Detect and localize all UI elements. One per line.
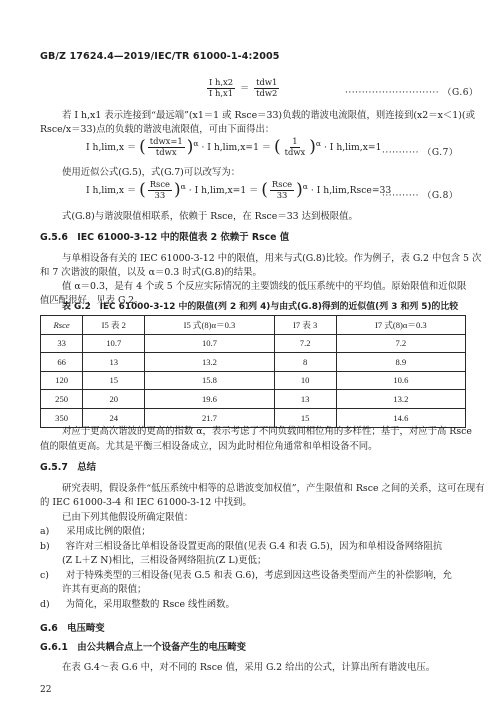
section-heading-g56: G.5.6 IEC 61000-3-12 中的限值表 2 依赖于 Rsce 值 — [40, 232, 290, 243]
list-item-text: 采用成比例的限值； — [66, 526, 151, 537]
table-cell: 13.2 — [336, 390, 465, 409]
list-item-label: a) — [40, 526, 50, 537]
standard-header: GB/Z 17624.4—2019/IEC/TR 61000-1-4:2005 — [40, 51, 280, 62]
table-cell: 15 — [274, 408, 336, 427]
table-cell: 13 — [274, 390, 336, 409]
list-item — [40, 598, 235, 612]
para-6-line-3: 已由下列其他假设所确定限值： — [62, 512, 194, 523]
table-cell: 33 — [41, 334, 83, 353]
eq8-number: ··········· （G.8） — [382, 191, 459, 201]
table-header-cell: Rsce — [41, 316, 83, 335]
table-cell: 19.6 — [145, 390, 274, 409]
eq6-number: ···························· （G.6） — [345, 88, 479, 98]
table-cell: 7.2 — [274, 334, 336, 353]
table-cell: 120 — [41, 371, 83, 390]
table-cell: 8 — [274, 353, 336, 372]
table-cell: 14.6 — [336, 408, 465, 427]
table-cell: 8.9 — [336, 353, 465, 372]
table-cell: 10.7 — [145, 334, 274, 353]
table-cell: 10.6 — [336, 371, 465, 390]
para-5-line-2: 值的限值更高。尤其是平衡三相设备成立，因为此时相位角通常和单相设备不同。 — [40, 441, 378, 452]
list-item — [40, 540, 442, 554]
table-cell: 15.8 — [145, 371, 274, 390]
table-cell: 66 — [41, 353, 83, 372]
list-item-label: c) — [40, 570, 49, 581]
equation-g7: I h,lim,x ＝ ( $\frac{\text{tdwx=1}}{\text{tdwx}}$ )$^\alpha$ · I h,lim,x=1 ＝ ( $\frac{1}{\text{tdwx}}$ )$^\alpha$ · I h,lim,x=1 — [86, 136, 382, 157]
equation-g6: $\frac{\text{I h,x2}}{\text{I h,x1}}$ ＝ $\frac{\text{tdw1}}{\text{tdw2}}$ — [209, 77, 278, 98]
table-cell: 13 — [83, 353, 145, 372]
table-header-cell: I5 式(8)α＝0.3 — [145, 316, 274, 335]
table-header-cell: I7 表 3 — [274, 316, 336, 335]
table-row — [41, 390, 466, 409]
eq6-rhs-fraction: $\frac{\text{tdw1}}{\text{tdw2}}$ — [256, 77, 278, 98]
para-2: 使用近似公式(G.5)，式(G.7)可以改写为： — [62, 167, 241, 178]
table-header-cell: I5 表 2 — [83, 316, 145, 335]
section-heading-g61: G.6.1 由公共耦合点上一个设备产生的电压畸变 — [40, 642, 246, 653]
para-6-line-2: 的 IEC 61000-3-4 和 IEC 61000-3-12 中找到。 — [40, 497, 252, 508]
table-row — [41, 371, 466, 390]
para-5-line-1: 对应于更高次谐波的更高的指数 α，表示考虑了不同负载间相位角的多样性；基于，对应于高 Rsce — [62, 426, 472, 437]
table-cell: 24 — [83, 408, 145, 427]
eq6-lhs-fraction: $\frac{\text{I h,x2}}{\text{I h,x1}}$ — [209, 77, 234, 98]
table-row — [41, 334, 466, 353]
list-item-text: 容许对三相设备比单相设备设置更高的限值(见表 G.4 和表 G.5)，因为和单相设备网络阻抗 — [65, 541, 443, 552]
para-4-line-4: 值匹配很好，见表 G.2。 — [40, 295, 144, 306]
table-cell: 15 — [83, 371, 145, 390]
para-3: 式(G.8)与谐波限值相联系，依赖于 Rsce，在 Rsce＝33 达到极限值。 — [62, 211, 358, 222]
para-1-line-2: Rsce/x＝33)点的负载的谐波电流限值，可由下面得出： — [40, 124, 275, 135]
equation-g8: I h,lim,x ＝ ( $\frac{\text{Rsce}}{33}$ )$^\alpha$ · I h,lim,x=1 ＝ ( $\frac{\text{Rsce}}{33}$ )$^\alpha$ · I h,lim,Rsce=33 — [86, 179, 392, 200]
page-number: 22 — [40, 685, 52, 695]
table-header-cell: I7 式(8)α＝0.3 — [336, 316, 465, 335]
eq7-number: ··········· （G.7） — [382, 148, 459, 158]
list-item-continuation: 许其有更高的限值； — [62, 584, 147, 595]
table-header-row — [41, 316, 466, 335]
para-7: 在表 G.4～表 G.6 中，对不同的 Rsce 值，采用 G.2 给出的公式，计算出所有谐波电压。 — [62, 662, 436, 673]
table-cell: 10.7 — [83, 334, 145, 353]
comparison-table — [40, 315, 466, 428]
table-cell: 7.2 — [336, 334, 465, 353]
table-cell: 250 — [41, 390, 83, 409]
table-cell: 350 — [41, 408, 83, 427]
list-item-text: 为简化，采用取整数的 Rsce 线性函数。 — [65, 599, 235, 610]
table-caption: 表 G.2 IEC 61000-3-12 中的限值(列 2 和列 4)与由式(G.8)得到的近似值(列 3 和列 5)的比较 — [62, 302, 459, 312]
table-row — [41, 353, 466, 372]
para-1-line-1: 若 I h,x1 表示连接到“最远端”(x1＝1 或 Rsce＝33)负载的谐波电流限值，则连接到(x2＝x＜1)(或 — [62, 110, 475, 121]
list-item — [40, 525, 151, 539]
para-4-line-3: 值 α＝0.3，是有 4 个或 5 个反应实际情况的主要馈线的低压系统中的平均值。原始限值和近似限 — [62, 281, 467, 292]
section-heading-g57: G.5.7 总结 — [40, 462, 96, 473]
section-heading-g6: G.6 电压畸变 — [40, 623, 105, 634]
table-cell: 13.2 — [145, 353, 274, 372]
list-item-label: d) — [40, 599, 50, 610]
list-item-label: b) — [40, 541, 50, 552]
para-4-line-2: 和 7 次谐波的限值，以及 α＝0.3 时式(G.8)的结果。 — [40, 267, 262, 278]
para-6-line-1: 研究表明，假设条件“低压系统中相等的总谐波变加权值”，产生限值和 Rsce 之间的关系，这可在现有 — [62, 483, 485, 494]
list-item-continuation: (Z L＋Z N)相比，三相设备网络阻抗(Z L)更低； — [62, 555, 267, 566]
para-4-line-1: 与单相设备有关的 IEC 61000-3-12 中的限值，用来与式(G.8)比较。作为例子，表 G.2 中包含 5 次 — [62, 253, 482, 264]
table-cell: 20 — [83, 390, 145, 409]
table-cell: 21.7 — [145, 408, 274, 427]
table-cell: 10 — [274, 371, 336, 390]
list-item — [40, 569, 452, 583]
list-item-text: 对于特殊类型的三相设备(见表 G.5 和表 G.6)，考虑到因这些设备类型而产生的补偿影响，允 — [65, 570, 452, 581]
